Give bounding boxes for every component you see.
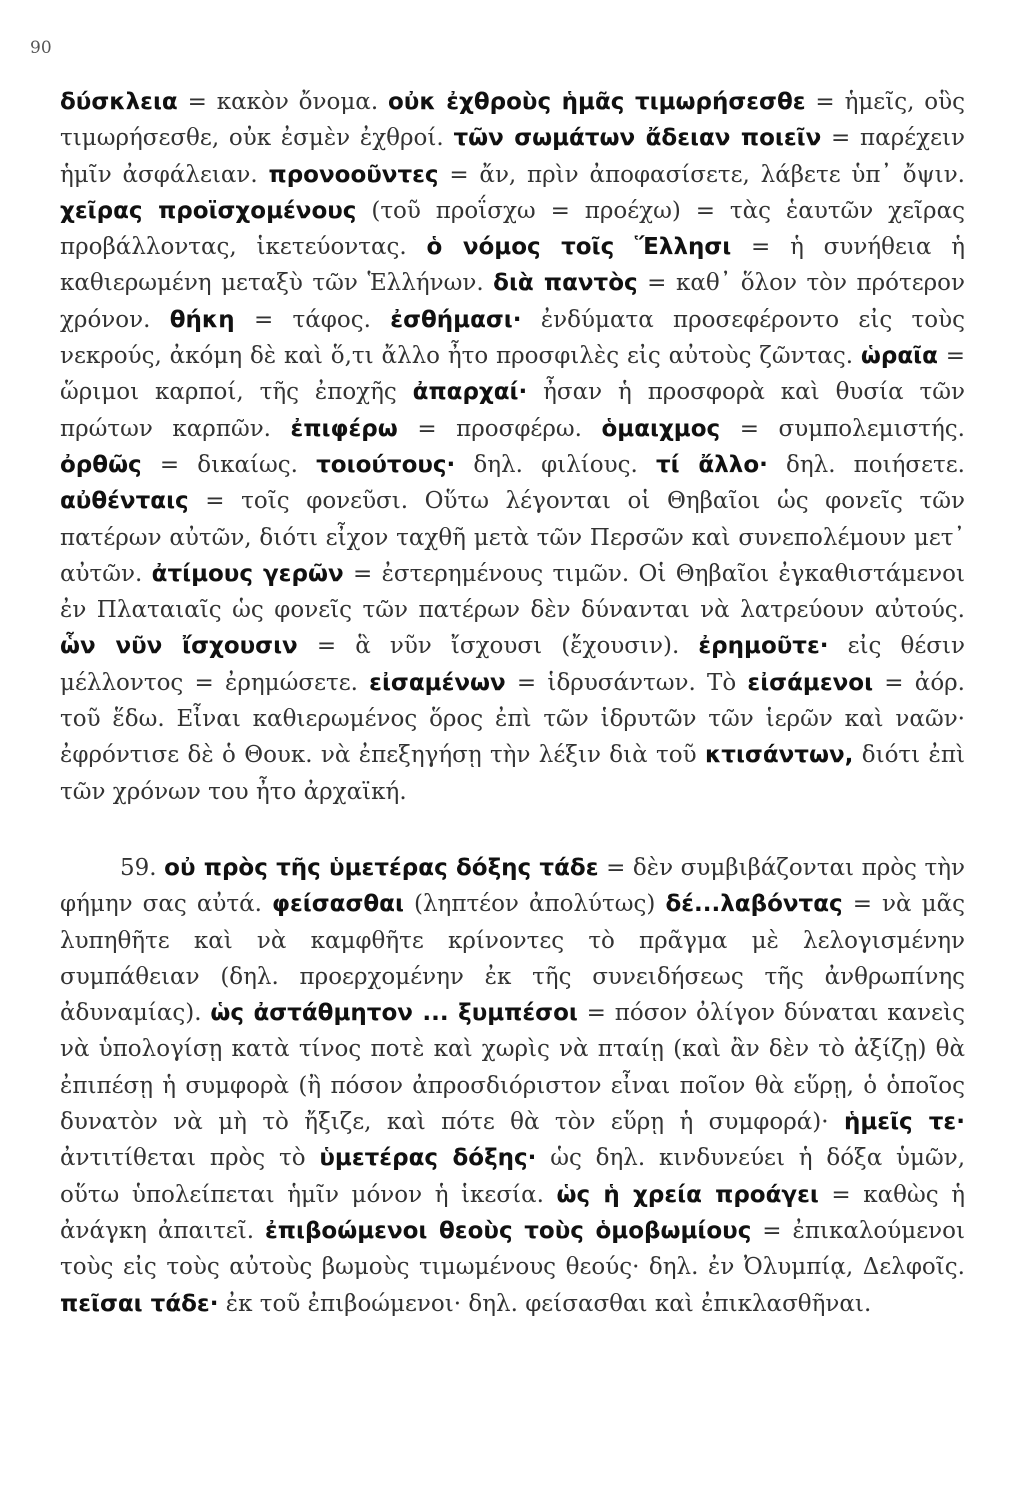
commentary-paragraph-59	[60, 850, 965, 1322]
gloss-text: = ἀόρ. τοῦ ἕδω. Εἶναι καθιερωμένος ὅρος ἐπὶ τῶν ἱδρυτῶν τῶν ἱερῶν καὶ ναῶν· ἐφρόντισε δὲ ὁ Θουκ. νὰ ἐπεξηγήσῃ τὴν λέξιν διὰ τοῦ	[60, 669, 965, 769]
lemma-term: ὡραῖα	[860, 343, 938, 370]
gloss-text: = ἃ νῦν ἴσχουσι (ἔχουσιν).	[297, 633, 699, 660]
page-number: 90	[30, 38, 52, 58]
lemma-term: κτισάντων,	[704, 742, 854, 769]
lemma-term: ὁ νόμος τοῖς Ἕλλησι	[426, 234, 732, 261]
gloss-text: = συμπολεμιστής.	[720, 415, 965, 442]
gloss-text: ὡς δηλ. κινδυνεύει ἡ δόξα ὑμῶν, οὕτω ὑπολείπεται ἡμῖν μόνον ἡ ἱκεσία.	[60, 1145, 966, 1208]
gloss-text: = δὲν συμβιβάζονται πρὸς τὴν φήμην σας αὐτά.	[60, 854, 965, 918]
lemma-term: ὧν νῦν ἴσχουσιν	[60, 633, 298, 660]
lemma-term: εἰσάμενοι	[747, 669, 874, 696]
lemma-term: διὰ παντὸς	[493, 270, 638, 297]
commentary-paragraph-58	[60, 84, 965, 810]
lemma-term: ὡς ἡ χρεία προάγει	[556, 1181, 819, 1208]
gloss-text: (τοῦ προΐσχω = προέχω) = τὰς ἑαυτῶν χεῖρας προβάλλοντας, ἱκετεύοντας.	[60, 197, 965, 261]
lemma-term: ἐπιφέρω	[290, 415, 398, 442]
gloss-text: διότι ἐπὶ τῶν χρόνων του ἦτο ἀρχαϊκή.	[60, 742, 965, 805]
gloss-text: = καθ᾿ ὅλον τὸν πρότερον χρόνον.	[60, 270, 965, 333]
gloss-text: (ληπτέον ἀπολύτως)	[403, 891, 666, 918]
gloss-text: ἐνδύματα προσεφέροντο εἰς τοὺς νεκρούς, ἀκόμη δὲ καὶ ὅ,τι ἄλλο ἦτο προσφιλὲς εἰς αὐτοὺς ζῶντας.	[60, 306, 965, 370]
gloss-text: = ὥριμοι καρποί, τῆς ἐποχῆς	[60, 343, 965, 406]
gloss-text: = ἐστερημένους τιμῶν. Οἱ Θηβαῖοι ἐγκαθιστάμενοι ἐν Πλαταιαῖς ὡς φονεῖς τῶν πατέρων δὲν δύνανται νὰ λατρεύουν αὐτούς.	[60, 560, 965, 624]
lemma-term: δύσκλεια	[60, 89, 178, 115]
lemma-term: χεῖρας προϊσχομένους	[60, 197, 357, 224]
gloss-text: = τοῖς φονεῦσι. Οὕτω λέγονται οἱ Θηβαῖοι ὡς φονεῖς τῶν πατέρων αὐτῶν, διότι εἶχον ταχθῆ μετὰ τῶν Περσῶν καὶ συνεπολέμουν μετ᾿ αὐτῶν.	[60, 488, 965, 587]
gloss-text: = καθὼς ἡ ἀνάγκη ἀπαιτεῖ.	[60, 1181, 965, 1244]
gloss-text: = ἡμεῖς, οὓς τιμωρήσεσθε, οὐκ ἐσμὲν ἐχθροί.	[60, 89, 965, 152]
lemma-term: πεῖσαι τάδε·	[60, 1290, 219, 1317]
lemma-term: ἐσθήμασι·	[390, 306, 522, 333]
lemma-term: εἰσαμένων	[369, 669, 506, 696]
lemma-term: ἀπαρχαί·	[412, 379, 528, 406]
gloss-text: = ἐπικαλούμενοι τοὺς εἰς τοὺς αὐτοὺς βωμοὺς τιμωμένους θεούς· δηλ. ἐν Ὀλυμπίᾳ, Δελφοῖς.	[60, 1217, 965, 1281]
gloss-text: = προσφέρω.	[397, 415, 602, 442]
lemma-term: ἐπιβοώμενοι θεοὺς τοὺς ὁμοβωμίους	[265, 1217, 752, 1244]
gloss-text: ἀντιτίθεται πρὸς τὸ	[60, 1145, 320, 1172]
lemma-term: οὐκ ἐχθροὺς ἡμᾶς τιμωρήσεσθε	[388, 89, 806, 115]
gloss-text: = τάφος.	[234, 306, 391, 333]
lemma-term: θήκη	[169, 306, 235, 333]
commentary-text	[60, 84, 965, 1322]
gloss-text: δηλ. φιλίους.	[455, 451, 656, 478]
lemma-term: ὡς ἀστάθμητον ... ξυμπέσοι	[210, 1000, 578, 1027]
gloss-text: = ἡ συνήθεια ἡ καθιερωμένη μεταξὺ τῶν Ἑλλήνων.	[60, 234, 965, 297]
gloss-text: = ἄν, πρὶν ἀποφασίσετε, λάβετε ὑπ᾿ ὄψιν.	[438, 161, 965, 188]
gloss-text: δηλ. ποιήσετε.	[767, 451, 965, 478]
gloss-text: = δικαίως.	[141, 451, 317, 478]
lemma-term: δέ...λαβόντας	[665, 891, 843, 918]
gloss-text: εἰς θέσιν μέλλοντος = ἐρημώσετε.	[60, 633, 965, 696]
lemma-term: τῶν σωμάτων ἄδειαν ποιεῖν	[453, 125, 822, 152]
gloss-text: = κακὸν ὄνομα.	[177, 89, 388, 115]
lemma-term: ὑμετέρας δόξης·	[319, 1145, 537, 1172]
gloss-text: = νὰ μᾶς λυπηθῆτε καὶ νὰ καμφθῆτε κρίνοντες τὸ πρᾶγμα μὲ λελογισμένην συμπάθειαν (δηλ. προερχομένην ἐκ τῆς συνειδήσεως τῆς ἀνθρωπίνης ἀδυναμίας).	[60, 891, 965, 1027]
lemma-term: ἡμεῖς τε·	[843, 1109, 965, 1136]
lemma-term: οὐ πρὸς τῆς ὑμετέρας δόξης τάδε	[164, 854, 599, 881]
lemma-term: ὁμαιχμος	[601, 415, 721, 442]
gloss-text: = παρέχειν ἡμῖν ἀσφάλειαν.	[60, 125, 965, 188]
gloss-text: 59.	[120, 854, 165, 881]
gloss-text: ἦσαν ἡ προσφορὰ καὶ θυσία τῶν πρώτων καρπῶν.	[60, 379, 965, 442]
lemma-term: ἀτίμους γερῶν	[151, 560, 344, 587]
lemma-term: ἐρημοῦτε·	[698, 633, 829, 660]
gloss-text: = πόσον ὀλίγον δύναται κανεὶς νὰ ὑπολογίσῃ κατὰ τίνος ποτὲ καὶ χωρὶς νὰ πταίῃ (καὶ ἂν δὲν τὸ ἀξίζῃ) θὰ ἐπιπέσῃ ἡ συμφορὰ (ἢ πόσον ἀπροσδιόριστον εἶναι ποῖον θὰ εὕρῃ, ὁ ὁποῖος δυνατὸν νὰ μὴ τὸ ἤξιζε, καὶ πότε θὰ τὸν εὕρῃ ἡ συμφορά)·	[60, 1000, 965, 1136]
lemma-term: αὐθένταις	[60, 488, 189, 515]
lemma-term: ὀρθῶς	[60, 451, 142, 478]
lemma-term: τί ἄλλο·	[655, 451, 768, 478]
lemma-term: προνοοῦντες	[268, 161, 439, 188]
lemma-term: φείσασθαι	[271, 891, 404, 918]
lemma-term: τοιούτους·	[316, 451, 456, 478]
gloss-text: = ἱδρυσάντων. Τὸ	[505, 669, 748, 696]
gloss-text: ἐκ τοῦ ἐπιβοώμενοι· δηλ. φείσασθαι καὶ ἐπικλασθῆναι.	[218, 1290, 872, 1317]
